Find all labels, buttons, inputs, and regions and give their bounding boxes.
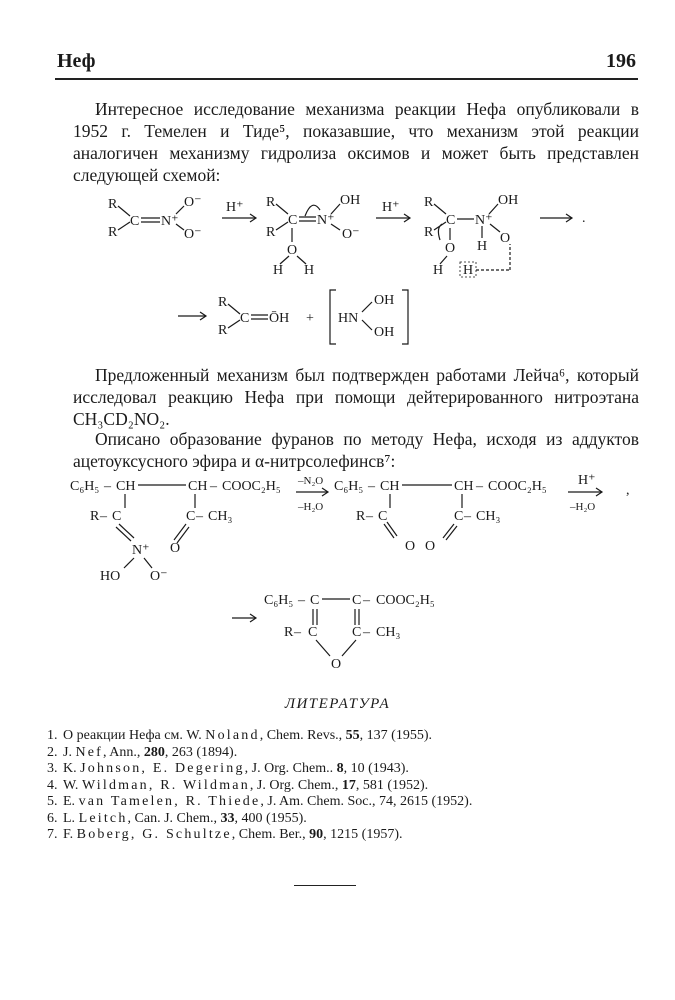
atom-label: OH [498, 193, 519, 208]
structure-bond [144, 558, 152, 568]
structure-bond [228, 304, 240, 314]
atom-label: OH [340, 193, 361, 208]
atom-label: H [463, 263, 474, 278]
structure-bond [490, 224, 500, 232]
atom-label: R [266, 195, 276, 210]
bond-symbol: – [464, 509, 471, 524]
structure-bond [362, 320, 372, 330]
atom-label: H [433, 263, 444, 278]
bond-symbol: – [196, 509, 203, 524]
structure-bond [276, 222, 288, 230]
atom-label: O [500, 231, 511, 246]
atom-label: C₆H₅ [70, 479, 100, 494]
bond-symbol: – [298, 593, 305, 608]
reference-item: 2. J. Nef, Ann., 280, 263 (1894). [47, 744, 238, 760]
atom-label: N⁺ [475, 213, 493, 228]
paragraph-furans [73, 428, 639, 472]
reference-item: 4. W. Wildman, R. Wildman, J. Org. Chem., 17, 581 (1952). [47, 777, 429, 793]
atom-label: HO [100, 569, 121, 584]
structure-bond [276, 204, 288, 214]
arrow-reagent: H⁺ [382, 200, 400, 215]
structure-bond [118, 206, 130, 216]
atom-label: O⁻ [184, 195, 202, 210]
paragraph-intro-text: Интересное исследование механизма реакции Нефа опубликовали в 1952 г. Темелен и Тиде⁵, показавшие, что механизм этой реакции аналогичен механизму гидролиза оксимов и может быть представлен следующей схемой: [73, 99, 639, 185]
structure-bond [330, 290, 336, 344]
bond-symbol: , [626, 483, 630, 498]
structure-bond [362, 302, 372, 312]
paragraph-furans-text: Описано образование фуранов по методу Нефа, исходя из аддуктов ацетоуксусного эфира и α-нитрсолефинсв⁷: [73, 429, 639, 471]
plus-sign: + [306, 311, 314, 326]
reference-item: 6. L. Leitch, Can. J. Chem., 33, 400 (1955). [47, 810, 307, 826]
bond-symbol: – [100, 509, 107, 524]
reference-item: 1. О реакции Нефа см. W. Noland, Chem. Revs., 55, 137 (1955). [47, 728, 432, 743]
atom-label: C [454, 509, 464, 524]
atom-label: HN [338, 311, 359, 326]
atom-label: C [378, 509, 388, 524]
atom-label: C₆H₅ [264, 593, 294, 608]
paragraph-leitch [73, 364, 639, 430]
structure-bond [434, 204, 446, 214]
atom-label: CH [188, 479, 208, 494]
atom-label: N⁺ [317, 213, 335, 228]
atom-label: C₆H₅ [334, 479, 364, 494]
atom-label: N⁺ [161, 214, 179, 229]
diketone-intermediate [334, 479, 547, 554]
structure-bond [228, 320, 240, 328]
atom-label: CH₃ [476, 509, 501, 524]
mechanism-scheme [0, 180, 675, 350]
atom-label: R [266, 225, 276, 240]
atom-label: C [308, 625, 318, 640]
atom-label: COOC₂H₅ [488, 479, 547, 494]
reference-item: 3. K. Johnson, E. Degering, J. Org. Chem.. 8, 10 (1943). [47, 761, 409, 776]
structure-bond [174, 524, 186, 540]
atom-label: R [284, 625, 294, 640]
nitronate-structure [108, 195, 202, 242]
bond-symbol: – [368, 479, 375, 494]
structure-bond [489, 204, 498, 214]
page-number: 196 [606, 50, 636, 72]
bond-symbol: – [476, 479, 483, 494]
ketone-product [218, 295, 289, 338]
atom-label: R [218, 323, 228, 338]
arrow-reagent: –H₂O [570, 501, 596, 513]
atom-label: OH [374, 293, 395, 308]
atom-label: C [288, 213, 298, 228]
atom-label: C [112, 509, 122, 524]
bond-symbol: – [294, 625, 301, 640]
tetrahedral-intermediate [424, 193, 518, 278]
structure-bond [119, 524, 134, 538]
structure-bond [402, 290, 408, 344]
arrow-reagent: –H₂O [298, 501, 324, 513]
atom-label: O [445, 241, 456, 256]
bond-symbol: – [210, 479, 217, 494]
bond-symbol: – [104, 479, 111, 494]
atom-label: C [446, 213, 456, 228]
paragraph-intro [73, 98, 639, 186]
atom-label: C [240, 311, 250, 326]
atom-label: H [304, 263, 315, 278]
atom-label: O [425, 539, 436, 554]
structure-bond [118, 222, 130, 230]
atom-label: C [186, 509, 196, 524]
atom-label: OH [374, 325, 395, 340]
atom-label: O [331, 657, 342, 672]
hyponitrous-product [330, 290, 408, 344]
furan-synthesis-scheme [0, 470, 675, 685]
atom-label: R [424, 225, 434, 240]
atom-label: R [218, 295, 228, 310]
structure-bond [124, 558, 134, 568]
atom-label: CH₃ [208, 509, 233, 524]
protonated-intermediate [266, 193, 360, 278]
reference-item: 7. F. Boberg, G. Schultze, Chem. Ber., 90, 1215 (1957). [47, 827, 403, 842]
bond-symbol: – [363, 593, 370, 608]
nitro-adduct [70, 479, 281, 584]
structure-bond [116, 527, 131, 541]
atom-label: O [170, 541, 181, 556]
atom-label: C [352, 625, 362, 640]
literature-heading: ЛИТЕРАТУРА [284, 696, 391, 712]
atom-label: O [405, 539, 416, 554]
closing-rule [294, 885, 356, 886]
arrow-reagent: H⁺ [226, 200, 244, 215]
atom-label: C [310, 593, 320, 608]
page-header [55, 50, 638, 80]
atom-label: R [90, 509, 100, 524]
paragraph-leitch-text: Предложенный механизм был подтвержден работами Лейча⁶, который исследовал реакцию Нефа при помощи дейтерированного нитроэтана CH₃CD₂NO₂. [73, 365, 639, 429]
bond-symbol: . [582, 211, 586, 226]
reference-item: 5. E. van Tamelen, R. Thiede, J. Am. Chem. Soc., 74, 2615 (1952). [47, 794, 473, 809]
running-head-title: Неф [57, 50, 96, 72]
arrow-reagent: –N₂O [298, 475, 324, 487]
reference-list [47, 728, 472, 844]
atom-label: H [477, 239, 488, 254]
atom-label: C [130, 214, 140, 229]
atom-label: H [273, 263, 284, 278]
atom-label: R [356, 509, 366, 524]
atom-label: CH₃ [376, 625, 401, 640]
atom-label: ŌH [269, 311, 290, 326]
structure-bond [342, 640, 356, 656]
structure-bond [384, 524, 394, 538]
atom-label: COOC₂H₅ [376, 593, 435, 608]
furan-product [264, 593, 435, 672]
arrow-reagent: H⁺ [578, 473, 596, 488]
bond-symbol: – [366, 509, 373, 524]
atom-label: R [108, 197, 118, 212]
structure-bond [176, 206, 184, 214]
atom-label: O [287, 243, 298, 258]
structure-bond [331, 204, 340, 214]
atom-label: N⁺ [132, 543, 150, 558]
structure-bond [316, 640, 330, 656]
atom-label: CH [454, 479, 474, 494]
atom-label: R [108, 225, 118, 240]
bond-symbol: – [363, 625, 370, 640]
atom-label: R [424, 195, 434, 210]
atom-label: CH [116, 479, 136, 494]
atom-label: C [352, 593, 362, 608]
structure-bond [387, 522, 397, 536]
atom-label: O⁻ [150, 569, 168, 584]
atom-label: COOC₂H₅ [222, 479, 281, 494]
atom-label: O⁻ [342, 227, 360, 242]
atom-label: O⁻ [184, 227, 202, 242]
atom-label: CH [380, 479, 400, 494]
